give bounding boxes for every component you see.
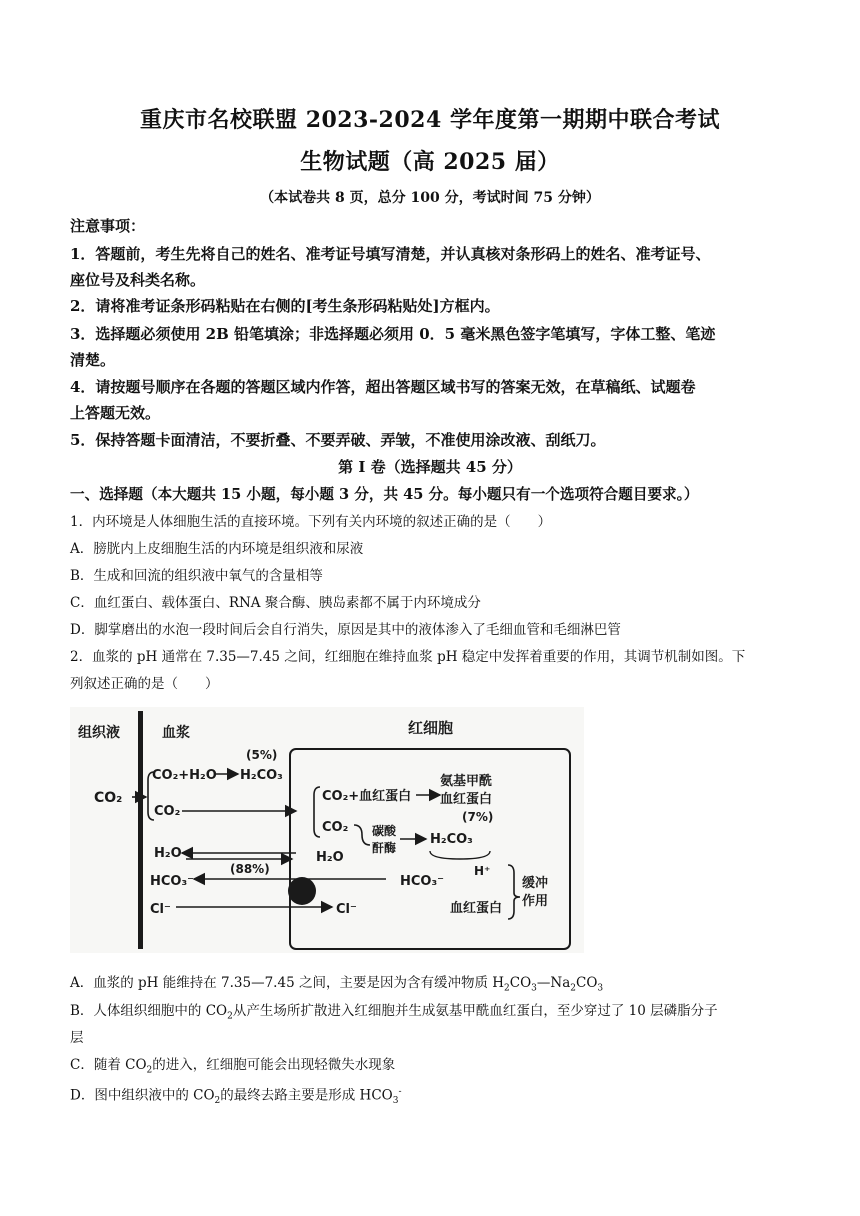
q2-stem: 2．血浆的 pH 通常在 7.35—7.45 之间，红细胞在维持血浆 pH 稳定中发挥着重要的作用，其调节机制如图。下 — [70, 649, 746, 665]
pct-5: (5%) — [246, 748, 278, 762]
pct-88: (88%) — [230, 862, 270, 876]
q2-option-b: B．人体组织细胞中的 $CO_2$从产生场所扩散进入红细胞并生成氨基甲酰血红蛋白，至少穿过了 10 层磷脂分子 — [70, 1003, 718, 1022]
label-plasma: 血浆 — [162, 725, 190, 741]
notice-item-3-cont: 清楚。 — [70, 351, 116, 369]
label-h2o-plasma: H₂O — [154, 846, 182, 861]
pct-7: (7%) — [462, 810, 494, 824]
label-hco3-rbc: HCO₃⁻ — [400, 874, 445, 889]
q2-option-b-cont: 层 — [70, 1030, 84, 1046]
blood-ph-regulation-diagram — [70, 707, 584, 953]
exam-info: （本试卷共 8 页，总分 100 分，考试时间 75 分钟） — [260, 190, 600, 206]
label-co2-plasma: CO₂ — [154, 804, 181, 819]
q2-option-a: A．血浆的 pH 能维持在 7.35—7.45 之间，主要是因为含有缓冲物质 $H_2CO_3—Na_2CO_3$ — [70, 975, 604, 994]
capillary-wall-bar — [138, 711, 143, 949]
label-hemoglobin-buffer: 血红蛋白 — [450, 901, 503, 916]
label-buffer-2: 作用 — [522, 894, 549, 909]
notice-item-1: 1．答题前，考生先将自己的姓名、准考证号填写清楚，并认真核对条形码上的姓名、准考证号、 — [70, 245, 711, 263]
anion-exchanger-protein — [288, 877, 316, 905]
label-enzyme-2: 酐酶 — [372, 841, 397, 855]
label-co2-rbc: CO₂ — [322, 820, 349, 835]
section-title: 第 I 卷（选择题共 45 分） — [338, 458, 522, 476]
label-carbamino-1: 氨基甲酰 — [440, 774, 493, 789]
label-co2-h2o: CO₂+H₂O — [152, 768, 217, 783]
q1-option-d: D．脚掌磨出的水泡一段时间后会自行消失，原因是其中的液体渗入了毛细血管和毛细淋巴管 — [70, 622, 621, 638]
q2-option-c: C．随着 $CO_2$的进入，红细胞可能会出现轻微失水现象 — [70, 1057, 396, 1076]
part-heading: 一、选择题（本大题共 15 小题，每小题 3 分，共 45 分。每小题只有一个选项符合题目要求。） — [70, 486, 699, 503]
exam-subject-title: 生物试题（高 2025 届） — [300, 149, 560, 175]
label-h2co3-rbc: H₂CO₃ — [430, 832, 473, 847]
q1-option-a: A．膀胱内上皮细胞生活的内环境是组织液和尿液 — [70, 541, 364, 557]
notice-item-4-cont: 上答题无效。 — [70, 404, 161, 422]
label-co2-tissue: CO₂ — [94, 790, 123, 806]
notice-item-5: 5．保持答题卡面清洁，不要折叠、不要弄破、弄皱，不准使用涂改液、刮纸刀。 — [70, 431, 606, 449]
label-h2o-rbc: H₂O — [316, 850, 344, 865]
notice-item-4: 4．请按题号顺序在各题的答题区域内作答，超出答题区域书写的答案无效，在草稿纸、试题卷 — [70, 378, 696, 396]
label-cl-plasma: Cl⁻ — [150, 902, 171, 917]
notice-heading: 注意事项： — [70, 217, 146, 235]
q2-option-d: D．图中组织液中的 $CO_2$的最终去路主要是形成 $HCO_3^-$ — [70, 1087, 402, 1107]
label-enzyme-1: 碳酸 — [372, 824, 397, 838]
label-h-plus: H⁺ — [474, 864, 491, 878]
q1-option-c: C．血红蛋白、载体蛋白、RNA 聚合酶、胰岛素都不属于内环境成分 — [70, 595, 481, 611]
label-cl-rbc: Cl⁻ — [336, 902, 357, 917]
label-carbamino-2: 血红蛋白 — [440, 792, 493, 807]
label-hco3-plasma: HCO₃⁻ — [150, 874, 195, 889]
q1-option-b: B．生成和回流的组织液中氧气的含量相等 — [70, 568, 323, 584]
label-red-blood-cell: 红细胞 — [408, 719, 454, 737]
notice-item-2: 2．请将准考证条形码粘贴在右侧的[考生条形码粘贴处]方框内。 — [70, 297, 500, 315]
notice-item-3: 3．选择题必须使用 2B 铅笔填涂；非选择题必须用 0．5 毫米黑色签字笔填写，字体工整、笔迹 — [70, 325, 716, 343]
label-tissue-fluid: 组织液 — [78, 725, 120, 741]
exam-title: 重庆市名校联盟 2023-2024 学年度第一期期中联合考试 — [140, 107, 720, 133]
notice-item-1-cont: 座位号及科类名称。 — [70, 271, 206, 289]
q1-stem: 1．内环境是人体细胞生活的直接环境。下列有关内环境的叙述正确的是（ ） — [70, 514, 552, 530]
q2-stem-cont: 列叙述正确的是（ ） — [70, 676, 219, 692]
label-co2-plus-hb: CO₂+血红蛋白 — [322, 789, 412, 804]
label-buffer-1: 缓冲 — [522, 876, 549, 891]
label-h2co3-plasma: H₂CO₃ — [240, 768, 283, 783]
